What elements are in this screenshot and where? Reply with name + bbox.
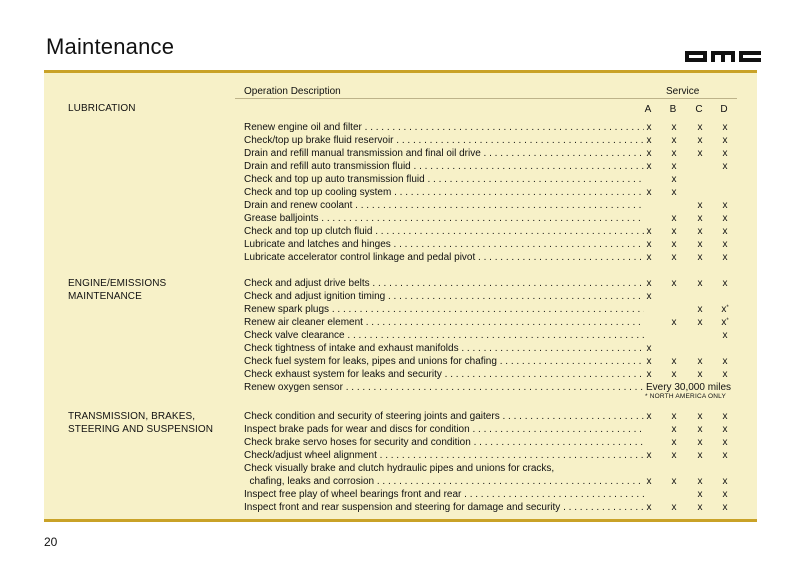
table-row <box>244 343 744 356</box>
operation-description: Check and adjust ignition timing . . . <box>244 291 644 304</box>
section-engine-emissions <box>68 278 238 303</box>
service-mark-c: x <box>697 304 703 315</box>
service-mark-c: x <box>697 411 703 422</box>
service-mark-a: x <box>646 411 652 422</box>
column-b-header: B <box>669 104 677 115</box>
operation-description: Renew spark plugs . . . <box>244 304 644 317</box>
section-transmission <box>68 411 238 436</box>
service-mark-b: x <box>671 278 677 289</box>
operation-description: Renew oxygen sensor . . . <box>244 382 644 395</box>
operation-description: Lubricate and latches and hinges . . . <box>244 239 644 252</box>
service-mark-c: x <box>697 476 703 487</box>
service-mark-d: x <box>722 411 728 422</box>
service-mark-a: x <box>646 502 652 513</box>
service-mark-c: x <box>697 369 703 380</box>
service-mark-c: x <box>697 252 703 263</box>
service-mark-c: x <box>697 356 703 367</box>
table-row <box>244 502 744 515</box>
dmc-logo-icon <box>685 46 761 64</box>
service-mark-c: x <box>697 213 703 224</box>
service-mark-b: x <box>671 356 677 367</box>
table-row <box>244 356 744 369</box>
service-mark-d: x <box>722 135 728 146</box>
service-mark-d: x <box>722 239 728 250</box>
section-label: MAINTENANCE <box>68 290 142 302</box>
table-row <box>244 463 744 476</box>
table-row <box>244 278 744 291</box>
service-mark-a: x <box>646 278 652 289</box>
table-row <box>244 304 744 317</box>
service-mark-d: x <box>722 252 728 263</box>
service-mark-c: x <box>697 122 703 133</box>
operation-description: Check/top up brake fluid reservoir . . . <box>244 135 644 148</box>
service-mark-b: x <box>671 135 677 146</box>
operation-description-header: Operation Description <box>244 86 341 97</box>
service-mark-d: x <box>722 450 728 461</box>
service-mark-b: x <box>671 148 677 159</box>
service-mark-d: x <box>722 356 728 367</box>
service-mark-d: x <box>722 330 728 341</box>
operation-description: Check brake servo hoses for security and condition . . . <box>244 437 644 450</box>
operation-description: Check tightness of intake and exhaust manifolds . . . <box>244 343 644 356</box>
operation-description: Check valve clearance . . . <box>244 330 644 343</box>
service-mark-b: x <box>671 502 677 513</box>
service-mark-a: x <box>646 252 652 263</box>
service-mark-a: x <box>646 135 652 146</box>
service-mark-c: x <box>697 317 703 328</box>
service-mark-a: x <box>646 343 652 354</box>
column-d-header: D <box>720 104 728 115</box>
service-mark-a: x <box>646 356 652 367</box>
operation-description: Check fuel system for leaks, pipes and unions for chafing . . . <box>244 356 644 369</box>
service-mark-d: x <box>722 489 728 500</box>
service-mark-a: x <box>646 161 652 172</box>
service-mark-b: x <box>671 317 677 328</box>
table-row <box>244 174 744 187</box>
service-mark-d: x <box>722 161 728 172</box>
service-mark-a: x <box>646 148 652 159</box>
operation-description: Drain and refill auto transmission fluid . . . <box>244 161 644 174</box>
service-mark-b: x <box>671 122 677 133</box>
service-mark-a: x <box>646 187 652 198</box>
service-mark-d: x <box>722 148 728 159</box>
operation-description: Inspect brake pads for wear and discs for condition . . . <box>244 424 644 437</box>
service-mark-b: x <box>671 450 677 461</box>
section-label: TRANSMISSION, BRAKES, <box>68 411 196 422</box>
table-row <box>244 200 744 213</box>
service-mark-c: x <box>697 502 703 513</box>
table-row <box>244 317 744 330</box>
service-mark-b: x <box>671 239 677 250</box>
service-mark-d: x <box>722 122 728 133</box>
operation-description: Check visually brake and clutch hydraulic pipes and unions for cracks, <box>244 463 555 474</box>
table-row <box>244 476 744 489</box>
operation-description: Check and adjust drive belts . . . <box>244 278 644 291</box>
table-row <box>244 122 744 135</box>
section-label: LUBRICATION <box>68 103 136 114</box>
service-mark-d: x <box>722 200 728 211</box>
service-mark-c: x <box>697 239 703 250</box>
table-row <box>244 424 744 437</box>
service-mark-b: x <box>671 213 677 224</box>
operation-description: Drain and renew coolant . . . <box>244 200 644 213</box>
service-mark-c: x <box>697 200 703 211</box>
table-row <box>244 450 744 463</box>
operation-description: Check/adjust wheel alignment . . . <box>244 450 644 463</box>
service-mark-a: x <box>646 450 652 461</box>
service-mark-b: x <box>671 424 677 435</box>
operation-description: Renew air cleaner element . . . <box>244 317 644 330</box>
operation-description: Check and top up clutch fluid . . . <box>244 226 644 239</box>
page-title: Maintenance <box>46 34 175 59</box>
section-lubrication <box>68 103 238 116</box>
service-mark-b: x <box>671 476 677 487</box>
column-c-header: C <box>695 104 703 115</box>
service-mark-d: x* <box>721 304 729 315</box>
operation-description: chafing, leaks and corrosion . . . <box>244 476 644 489</box>
operation-description: Check condition and security of steering joints and gaiters . . . <box>244 411 644 424</box>
table-row <box>244 291 744 304</box>
service-mark-d: x <box>722 213 728 224</box>
service-mark-b: x <box>671 369 677 380</box>
table-row <box>244 411 744 424</box>
table-row <box>244 330 744 343</box>
table-row <box>244 213 744 226</box>
service-mark-d: x <box>722 226 728 237</box>
page-number: 20 <box>44 535 58 549</box>
table-row <box>244 226 744 239</box>
service-mark-c: x <box>697 450 703 461</box>
operation-description: Check exhaust system for leaks and security . . . <box>244 369 644 382</box>
footnote: * NORTH AMERICA ONLY <box>645 393 727 400</box>
service-mark-c: x <box>697 135 703 146</box>
service-mark-a: x <box>646 291 652 302</box>
service-mark-d: x <box>722 369 728 380</box>
operation-description: Inspect free play of wheel bearings front and rear . . . <box>244 489 644 502</box>
service-mark-b: x <box>671 437 677 448</box>
operation-description: Inspect front and rear suspension and steering for damage and security . . . <box>244 502 644 515</box>
service-mark-b: x <box>671 174 677 185</box>
table-row <box>244 148 744 161</box>
table-row <box>244 187 744 200</box>
operation-description: Renew engine oil and filter . . . <box>244 122 644 135</box>
service-mark-a: x <box>646 476 652 487</box>
table-row <box>244 437 744 450</box>
section-label: ENGINE/EMISSIONS <box>68 278 167 289</box>
service-mark-d: x <box>722 278 728 289</box>
service-mark-c: x <box>697 489 703 500</box>
service-header: Service <box>666 86 700 97</box>
service-interval: Every 30,000 miles <box>646 382 732 393</box>
service-mark-a: x <box>646 369 652 380</box>
service-mark-d: x <box>722 502 728 513</box>
service-mark-b: x <box>671 252 677 263</box>
operation-description: Lubricate accelerator control linkage and pedal pivot . . . <box>244 252 644 265</box>
service-mark-a: x <box>646 226 652 237</box>
service-mark-a: x <box>646 122 652 133</box>
table-row <box>244 369 744 382</box>
service-mark-b: x <box>671 411 677 422</box>
table-row <box>244 161 744 174</box>
service-mark-d: x <box>722 437 728 448</box>
service-mark-c: x <box>697 226 703 237</box>
operation-description: Grease balljoints . . . <box>244 213 644 226</box>
service-mark-d: x* <box>721 317 729 328</box>
service-mark-c: x <box>697 424 703 435</box>
service-mark-b: x <box>671 187 677 198</box>
service-mark-b: x <box>671 226 677 237</box>
service-mark-c: x <box>697 148 703 159</box>
service-mark-c: x <box>697 278 703 289</box>
service-mark-d: x <box>722 476 728 487</box>
operation-description: Drain and refill manual transmission and final oil drive . . . <box>244 148 644 161</box>
header-divider <box>235 98 737 99</box>
operation-description: Check and top up auto transmission fluid . . . <box>244 174 644 187</box>
table-row <box>244 135 744 148</box>
column-a-header: A <box>644 104 652 115</box>
service-mark-d: x <box>722 424 728 435</box>
operation-description: Check and top up cooling system . . . <box>244 187 644 200</box>
table-row <box>244 239 744 252</box>
service-mark-a: x <box>646 239 652 250</box>
section-label: STEERING AND SUSPENSION <box>68 423 214 435</box>
table-row <box>244 252 744 265</box>
table-row <box>244 489 744 502</box>
service-mark-b: x <box>671 161 677 172</box>
service-mark-c: x <box>697 437 703 448</box>
